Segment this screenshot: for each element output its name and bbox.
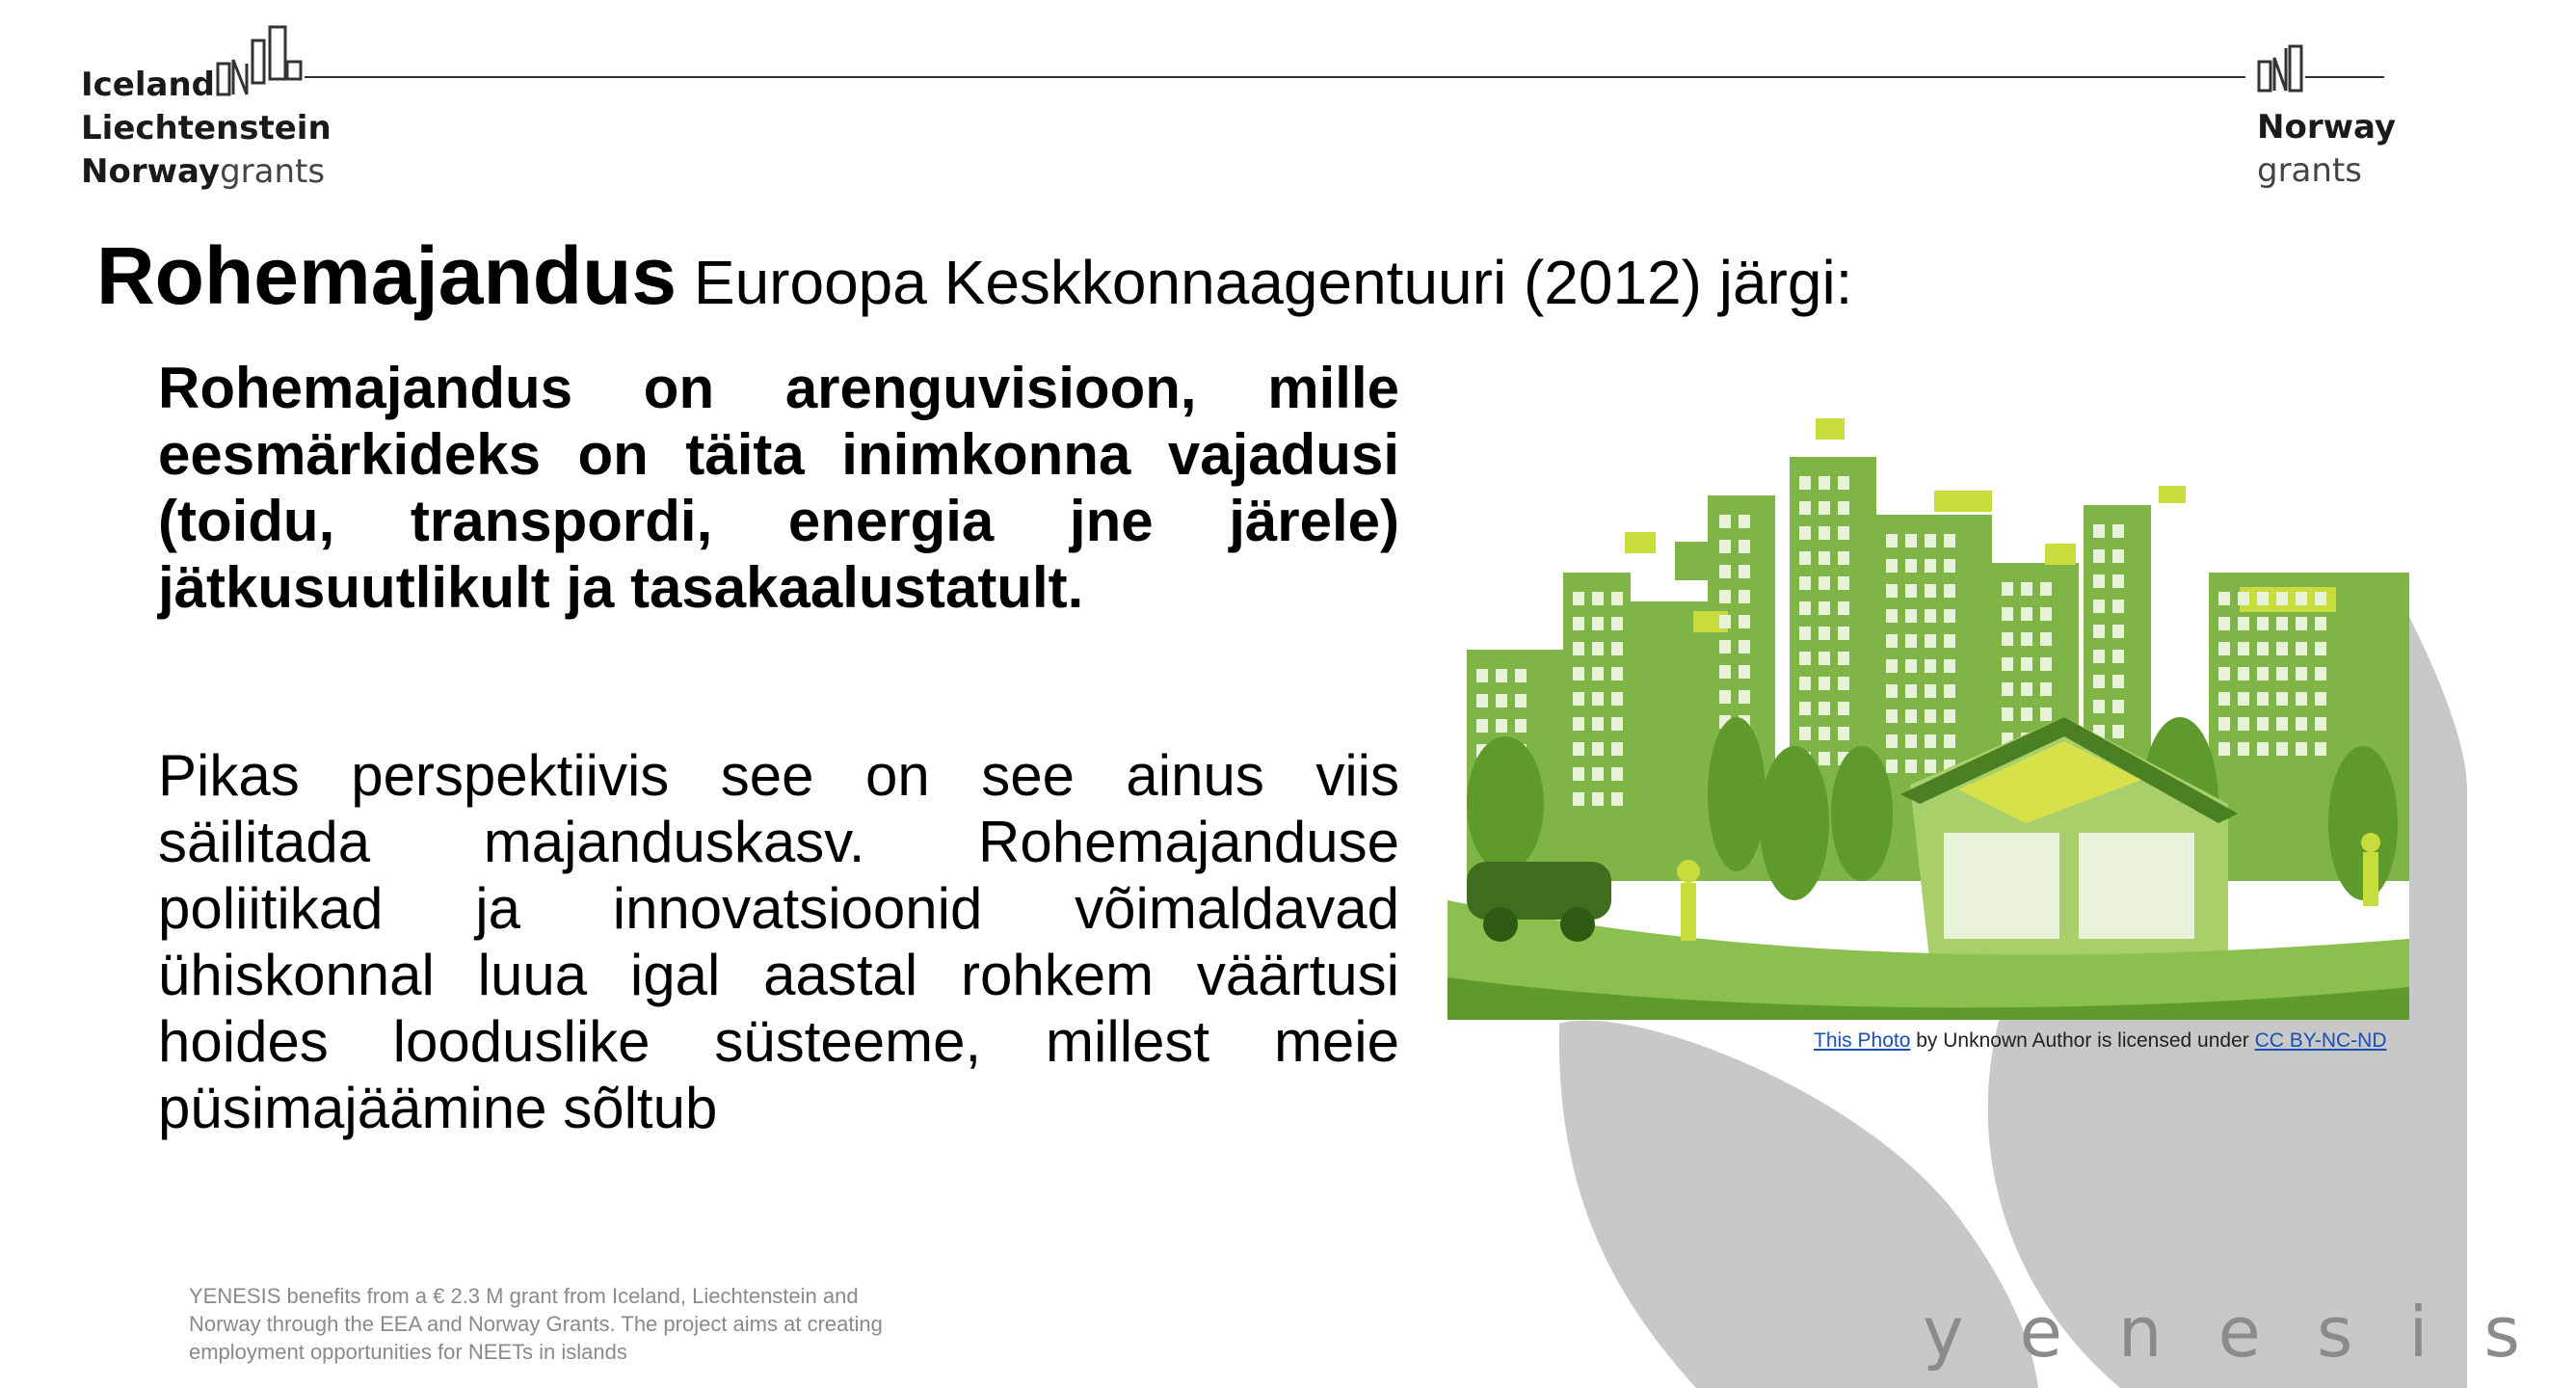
window: [2218, 642, 2230, 655]
window: [1592, 667, 1604, 681]
photo-credit-link[interactable]: This Photo: [1814, 1029, 1911, 1052]
window: [2021, 657, 2032, 671]
window: [1944, 734, 1955, 748]
window: [2296, 742, 2307, 756]
window: [1838, 476, 1849, 490]
window: [1573, 667, 1584, 681]
window: [1944, 659, 1955, 673]
window: [2021, 707, 2032, 721]
window: [2257, 742, 2269, 756]
window: [2238, 692, 2249, 706]
window: [1925, 734, 1936, 748]
window: [2276, 667, 2288, 681]
window: [1819, 677, 1830, 690]
window: [1944, 534, 1955, 547]
green-city-illustration[interactable]: [1447, 399, 2409, 1020]
window: [2093, 650, 2105, 663]
window: [1905, 709, 1917, 723]
window: [1886, 684, 1898, 698]
window: [1925, 684, 1936, 698]
window: [1925, 609, 1936, 623]
window: [1592, 642, 1604, 655]
window: [1905, 659, 1917, 673]
window: [2238, 592, 2249, 605]
window: [2218, 617, 2230, 630]
window: [1944, 609, 1955, 623]
window: [1573, 642, 1584, 655]
window: [1925, 534, 1936, 547]
window: [1719, 665, 1731, 679]
window: [2093, 675, 2105, 688]
window: [2296, 667, 2307, 681]
window: [1611, 642, 1623, 655]
window: [2218, 692, 2230, 706]
window: [1925, 709, 1936, 723]
skyline-right-icon: [2259, 46, 2301, 91]
window: [2093, 574, 2105, 588]
window: [1611, 667, 1623, 681]
window: [2040, 707, 2052, 721]
window: [1573, 792, 1584, 806]
window: [1886, 634, 1898, 648]
window: [2276, 617, 2288, 630]
window: [2315, 717, 2326, 731]
window: [1739, 640, 1750, 654]
window: [1719, 515, 1731, 528]
grant-disclaimer: YENESIS benefits from a € 2.3 M grant from Iceland, Liechtenstein and Norway through the EEA and Norway Grants. The project aims at creating employment opportunities for NEETs in islands: [189, 1284, 883, 1364]
window: [2238, 742, 2249, 756]
window: [2276, 592, 2288, 605]
window: [1819, 526, 1830, 540]
window: [1592, 767, 1604, 781]
window: [1944, 584, 1955, 598]
perspective-paragraph: Pikas perspektiivis see on see ainus viis säilitada majanduskasv. Rohemajanduse poliitikad ja innovatsioonid võimaldavad ühiskonnal luua igal aastal rohkem väärtusi hoides looduslike süsteeme, millest meie püsimajäämine sõltub: [158, 743, 1399, 1140]
logo-text-iceland: Iceland: [81, 66, 216, 104]
window: [1611, 592, 1623, 605]
window: [2296, 642, 2307, 655]
window: [1886, 659, 1898, 673]
window: [1886, 559, 1898, 573]
window: [1905, 634, 1917, 648]
window: [1819, 501, 1830, 515]
window: [2238, 642, 2249, 655]
header-decoration: [0, 0, 2467, 193]
window: [1573, 592, 1584, 605]
window: [1719, 615, 1731, 628]
window: [2276, 692, 2288, 706]
window: [2021, 632, 2032, 646]
window: [1819, 627, 1830, 640]
window: [2093, 625, 2105, 638]
window: [1886, 609, 1898, 623]
window: [1799, 702, 1811, 715]
window: [1925, 760, 1936, 773]
window: [1905, 559, 1917, 573]
window: [1476, 669, 1488, 682]
window: [1719, 540, 1731, 553]
window: [1819, 727, 1830, 740]
window: [1944, 709, 1955, 723]
window: [2112, 549, 2124, 563]
logo-text-grants: grants: [220, 152, 326, 191]
window: [1573, 767, 1584, 781]
window: [1799, 677, 1811, 690]
window: [1739, 515, 1750, 528]
photo-credit-text: by Unknown Author is licensed under: [1910, 1029, 2255, 1052]
window: [1886, 760, 1898, 773]
window: [1886, 734, 1898, 748]
window: [1799, 576, 1811, 590]
window: [2112, 725, 2124, 738]
window: [2112, 524, 2124, 538]
window: [1905, 584, 1917, 598]
window: [1905, 609, 1917, 623]
window: [2040, 632, 2052, 646]
window: [2040, 657, 2052, 671]
logo-text-grants: grants: [2257, 151, 2362, 190]
window: [2276, 642, 2288, 655]
window: [1838, 677, 1849, 690]
window: [2315, 742, 2326, 756]
window: [1799, 501, 1811, 515]
window: [1819, 652, 1830, 665]
window: [2257, 617, 2269, 630]
definition-paragraph: Rohemajandus on arenguvisioon, mille eesmärkideks on täita inimkonna vajadusi (toidu, transpordi, energia jne järele) jätkusuutlikult ja tasakaalustatult.: [158, 356, 1399, 620]
window: [2040, 582, 2052, 596]
photo-credit: [1814, 1029, 2387, 1053]
window: [2257, 692, 2269, 706]
slide-title: [96, 229, 1852, 323]
window: [2315, 642, 2326, 655]
window: [1573, 717, 1584, 731]
window: [1799, 627, 1811, 640]
title-main: Rohemajandus: [96, 230, 677, 321]
window: [1819, 476, 1830, 490]
window: [1573, 742, 1584, 756]
window: [1944, 684, 1955, 698]
window: [1592, 717, 1604, 731]
window: [1592, 617, 1604, 630]
window: [1592, 742, 1604, 756]
window: [2276, 742, 2288, 756]
window: [2238, 667, 2249, 681]
window: [2112, 574, 2124, 588]
window: [1799, 476, 1811, 490]
window: [1944, 634, 1955, 648]
window: [1573, 617, 1584, 630]
window: [2040, 607, 2052, 621]
window: [1496, 719, 1507, 733]
window: [2276, 717, 2288, 731]
window: [1819, 752, 1830, 765]
window: [2112, 650, 2124, 663]
window: [2257, 667, 2269, 681]
window: [1838, 702, 1849, 715]
window: [1799, 526, 1811, 540]
window: [1905, 734, 1917, 748]
window: [1573, 692, 1584, 706]
window: [2021, 582, 2032, 596]
logo-text-norway: Norway: [81, 152, 221, 191]
logo-text-norway: Norway: [2257, 108, 2397, 147]
window: [1905, 760, 1917, 773]
window: [2093, 524, 2105, 538]
window: [1611, 717, 1623, 731]
logo-norway-grants[interactable]: [2257, 106, 2396, 193]
window: [2238, 617, 2249, 630]
window: [2218, 742, 2230, 756]
window: [1838, 576, 1849, 590]
window: [1905, 534, 1917, 547]
window: [2021, 607, 2032, 621]
window: [2296, 692, 2307, 706]
window: [1719, 590, 1731, 603]
window: [1739, 690, 1750, 704]
window: [1592, 692, 1604, 706]
window: [1739, 615, 1750, 628]
window: [1905, 684, 1917, 698]
window: [2112, 675, 2124, 688]
window: [1611, 692, 1623, 706]
window: [1886, 584, 1898, 598]
logo-iceland-liechtenstein-norway-grants[interactable]: [81, 64, 332, 194]
logo-text-liechtenstein: Liechtenstein: [81, 109, 332, 147]
window: [1719, 690, 1731, 704]
window: [1819, 551, 1830, 565]
window: [2002, 682, 2013, 696]
window: [2021, 682, 2032, 696]
window: [2315, 667, 2326, 681]
window: [1819, 576, 1830, 590]
window: [1739, 590, 1750, 603]
window: [1838, 601, 1849, 615]
window: [1799, 652, 1811, 665]
license-link[interactable]: CC BY-NC-ND: [2254, 1029, 2387, 1052]
window: [1838, 526, 1849, 540]
window: [2257, 717, 2269, 731]
window: [2315, 592, 2326, 605]
window: [1838, 727, 1849, 740]
window: [2002, 707, 2013, 721]
window: [1838, 627, 1849, 640]
window: [1838, 501, 1849, 515]
window: [1719, 565, 1731, 578]
window: [1592, 792, 1604, 806]
window: [1515, 669, 1527, 682]
window: [1496, 669, 1507, 682]
window: [1799, 551, 1811, 565]
window: [1611, 617, 1623, 630]
window: [2002, 657, 2013, 671]
window: [1592, 592, 1604, 605]
window: [1719, 640, 1731, 654]
window: [2296, 617, 2307, 630]
window: [1925, 634, 1936, 648]
window: [2257, 592, 2269, 605]
window: [1611, 792, 1623, 806]
window: [1819, 601, 1830, 615]
window: [2238, 717, 2249, 731]
window: [2218, 667, 2230, 681]
title-subtitle: Euroopa Keskkonnaagentuuri (2012) järgi:: [677, 248, 1853, 317]
window: [2218, 592, 2230, 605]
window: [1886, 534, 1898, 547]
window: [1838, 652, 1849, 665]
window: [2257, 642, 2269, 655]
window: [1611, 767, 1623, 781]
window: [1515, 719, 1527, 733]
window: [2002, 607, 2013, 621]
window: [1476, 719, 1488, 733]
window: [2112, 700, 2124, 713]
window: [1496, 694, 1507, 707]
window: [2296, 717, 2307, 731]
window: [1515, 694, 1527, 707]
window: [2218, 717, 2230, 731]
window: [1944, 559, 1955, 573]
window: [1925, 559, 1936, 573]
window: [1886, 709, 1898, 723]
window: [2002, 582, 2013, 596]
window: [2040, 682, 2052, 696]
window: [1739, 565, 1750, 578]
window: [1925, 659, 1936, 673]
window: [1838, 551, 1849, 565]
window: [2002, 632, 2013, 646]
window: [1925, 584, 1936, 598]
window: [2112, 600, 2124, 613]
window: [2112, 625, 2124, 638]
window: [2093, 549, 2105, 563]
window: [2093, 600, 2105, 613]
window: [2315, 692, 2326, 706]
window: [2315, 617, 2326, 630]
window: [1739, 540, 1750, 553]
window: [1739, 665, 1750, 679]
window: [1819, 702, 1830, 715]
window: [1799, 601, 1811, 615]
yenesis-brand-logo: yenesis: [1923, 1292, 2576, 1373]
window: [2093, 700, 2105, 713]
window: [2296, 592, 2307, 605]
window: [1476, 694, 1488, 707]
window: [1611, 742, 1623, 756]
window: [1799, 727, 1811, 740]
